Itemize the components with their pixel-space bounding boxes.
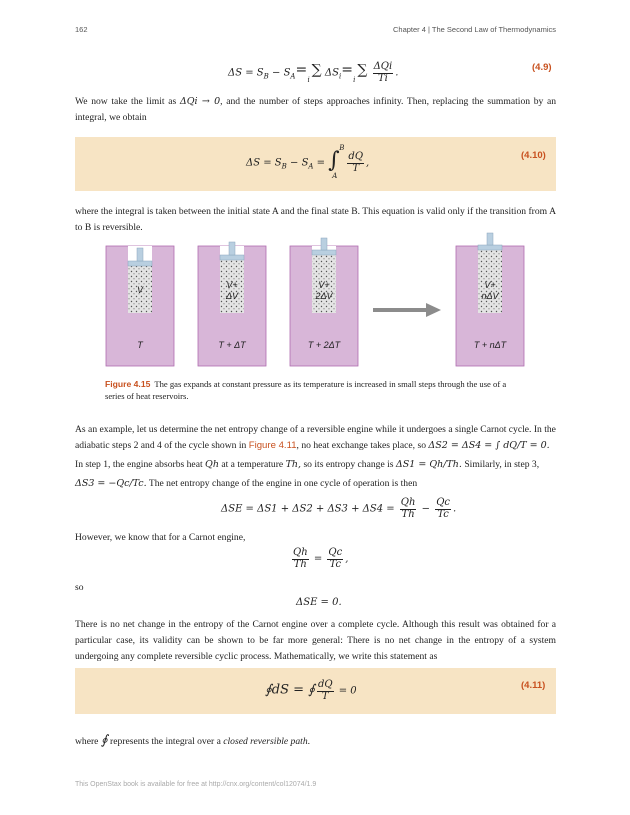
equation-4-9: $\Delta S = S_B - S_A$ = ∑ i $\Delta S_i$ = ∑ i $\frac{\text{ΔQi}}{Ti}$ . [228,61,399,84]
temp-label-3: T + 2ΔT [307,340,341,350]
piston-rod-2 [229,242,235,255]
figure-4-15-diagram [0,230,630,375]
gas-label-2a: V+ [226,280,238,290]
gas-label-1a: V [136,285,144,295]
piston-rod-3 [321,238,327,250]
temp-label-2: T + ΔT [218,340,246,350]
figure-caption [105,378,520,402]
piston-1 [128,261,152,266]
paragraph-however: However, we know that for a Carnot engine, [75,532,246,543]
page-number: 162 [75,25,88,34]
piston-3 [312,250,336,255]
paragraph-carnot-example: As an example, let us determine the net entropy change of a reversible engine while it undergoes a single Carnot cycle. In the adiabatic steps 2 and 4 of the cycle shown in Figure 4.11, no heat exchange takes place, so ΔS2 = ΔS4 = ∫ dQ/T = 0. In step 1, the engine absorbs heat Qh at a temperature Th, so its entropy change is ΔS1 = Qh/Th. Similarly, in step 3, ΔS3 = −Qc/Tc. The net entropy change of the engine in one cycle of operation is then [75,424,556,489]
reservoir-2 [198,242,266,366]
chapter-header: Chapter 4 | The Second Law of Thermodynamics [392,25,556,34]
paragraph-no-net-change: There is no net change in the entropy of the Carnot engine over a complete cycle. Although this result was obtained for a particular case, its validity can be shown to be far more general: There is no net change in the entropy of a system undergoing any complete reversible cyclic process. Mathematically, we write this statement as [75,619,556,662]
gas-label-2b: ΔV [225,291,239,301]
temp-label-n: T + nΔT [473,340,507,350]
piston-rod-n [487,233,493,245]
equation-net-entropy: ΔSE = ΔS1 + ΔS2 + ΔS3 + ΔS4 = $\frac{Qh}{Th}$ − $\frac{Qc}{Tc}$ . [221,497,457,520]
piston-n [478,245,502,250]
equation-carnot-equality: $\frac{Qh}{Th}$ = $\frac{Qc}{Tc}$ , [293,547,349,570]
equation-zero: ΔSE = 0. [296,597,342,608]
reservoir-n [456,233,524,366]
gas-label-3b: 2ΔV [315,291,333,301]
equation-4-11: ∮dS = ∮ $\frac{dQ}{T}$ = 0 [265,679,357,702]
footer-note: This OpenStax book is available for free at http://cnx.org/content/col12074/1.9 [75,781,317,788]
paragraph-where: where ∮ represents the integral over a closed reversible path. [75,733,311,748]
figure-4-11-link[interactable]: Figure 4.11 [248,440,297,451]
paragraph-limit: We now take the limit as ΔQi → 0, and the number of steps approaches infinity. Then, replacing the summation by an integral, we obtain [75,96,557,123]
piston-rod-1 [137,248,143,261]
reservoir-1 [106,246,174,366]
equation-number-4-10: (4.10) [521,150,546,161]
piston-2 [220,255,244,260]
progression-arrow [373,303,441,317]
equation-4-10: $\Delta S = S_B - S_A$ = ∫ B A $\frac{dQ}{T}$ , [246,144,370,180]
figure-caption-label: Figure 4.15 [105,379,151,389]
gas-label-nb: nΔV [481,291,499,301]
temp-label-1: T [137,340,143,350]
reservoir-3 [290,238,358,366]
equation-number-4-9: (4.9) [532,62,552,73]
gas-label-3a: V+ [318,280,330,290]
paragraph-so: so [75,582,84,593]
figure-caption-text: The gas expands at constant pressure as its temperature is increased in small steps through the use of a series of heat reservoirs. [105,379,507,401]
paragraph-integral-note: where the integral is taken between the initial state A and the final state B. This equation is valid only if the transition from A to B is reversible. [75,206,556,233]
equation-number-4-11: (4.11) [521,680,546,691]
gas-label-na: V+ [484,280,496,290]
